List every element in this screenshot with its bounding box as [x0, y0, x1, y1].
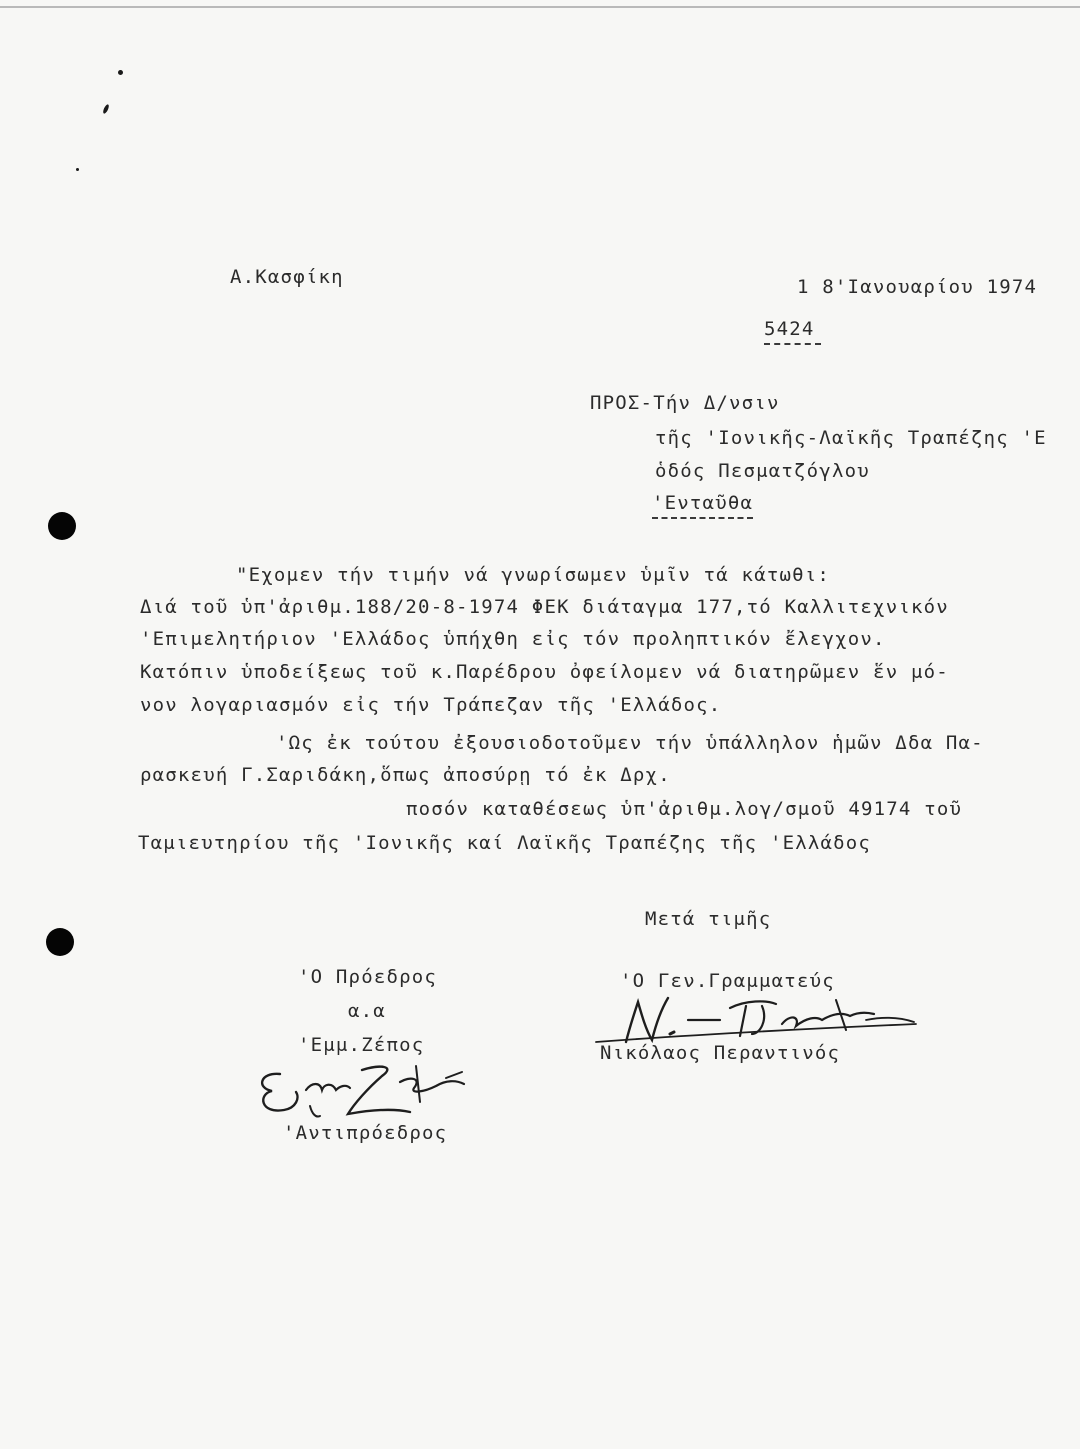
recipient-line-1: ΠΡΟΣ-Τήν Δ/νσιν [590, 392, 780, 414]
body-line-9: Ταμιευτηρίου τῆς 'Ιονικῆς καί Λαϊκῆς Τραπέζης τῆς 'Ελλάδος [138, 832, 872, 854]
punch-hole-top [48, 512, 76, 540]
body-line-4: Κατόπιν ὑποδείξεως τοῦ κ.Παρέδρου ὀφείλομεν νά διατηρῶμεν ἕν μό- [140, 661, 949, 683]
left-signatory-role: 'Αντιπρόεδρος [283, 1122, 448, 1144]
left-signatory-title: 'Ο Πρόεδρος [298, 966, 438, 988]
body-line-5: νον λογαριασμόν εἰς τήν Τράπεζαν τῆς 'Ελλάδος. [140, 694, 722, 716]
ink-speck [102, 104, 110, 115]
punch-hole-bottom [46, 928, 74, 956]
ink-speck [76, 168, 79, 171]
recipient-line-4: 'Ενταῦθα [652, 494, 753, 519]
reference-number: 5424 [764, 320, 821, 345]
recipient-line-3: ὁδός Πεσματζόγλου [655, 460, 870, 482]
right-handwritten-signature [596, 990, 926, 1054]
right-signatory-name: Νικόλαος Περαντινός [600, 1042, 841, 1064]
sender-initials: Α.Κασφίκη [230, 266, 344, 288]
closing-phrase: Μετά τιμῆς [645, 908, 772, 930]
letter-date: 1 8'Ιανουαρίου 1974 [797, 276, 1038, 298]
left-handwritten-signature [250, 1058, 480, 1128]
body-line-2: Διά τοῦ ὑπ'ἀριθμ.188/20-8-1974 ΦΕΚ διάταγμα 177,τό Καλλιτεχνικόν [140, 596, 949, 618]
left-signatory-name: 'Εμμ.Ζέπος [298, 1034, 425, 1056]
recipient-line-2: τῆς 'Ιονικῆς-Λαϊκῆς Τραπέζης 'Ε [655, 427, 1047, 449]
page-top-edge [0, 6, 1080, 8]
right-signatory-title: 'Ο Γεν.Γραμματεύς [620, 970, 835, 992]
body-line-3: 'Επιμελητήριον 'Ελλάδος ὑπήχθη εἰς τόν προληπτικόν ἔλεγχον. [140, 628, 886, 650]
body-line-8: ποσόν καταθέσεως ὑπ'ἀριθμ.λογ/σμοῦ 49174 τοῦ [406, 798, 963, 820]
body-line-1: "Εχομεν τήν τιμήν νά γνωρίσωμεν ὑμῖν τά κάτωθι: [236, 564, 831, 586]
body-line-6: 'Ως ἐκ τούτου ἐξουσιοδοτοῦμεν τήν ὑπάλληλον ἡμῶν Δδα Πα- [276, 732, 984, 754]
body-line-7: ρασκευή Γ.Σαριδάκη,ὅπως ἀποσύρῃ τό ἐκ Δρχ. [140, 764, 671, 786]
left-signatory-aa: α.α [348, 1000, 386, 1022]
ink-speck [118, 70, 123, 75]
